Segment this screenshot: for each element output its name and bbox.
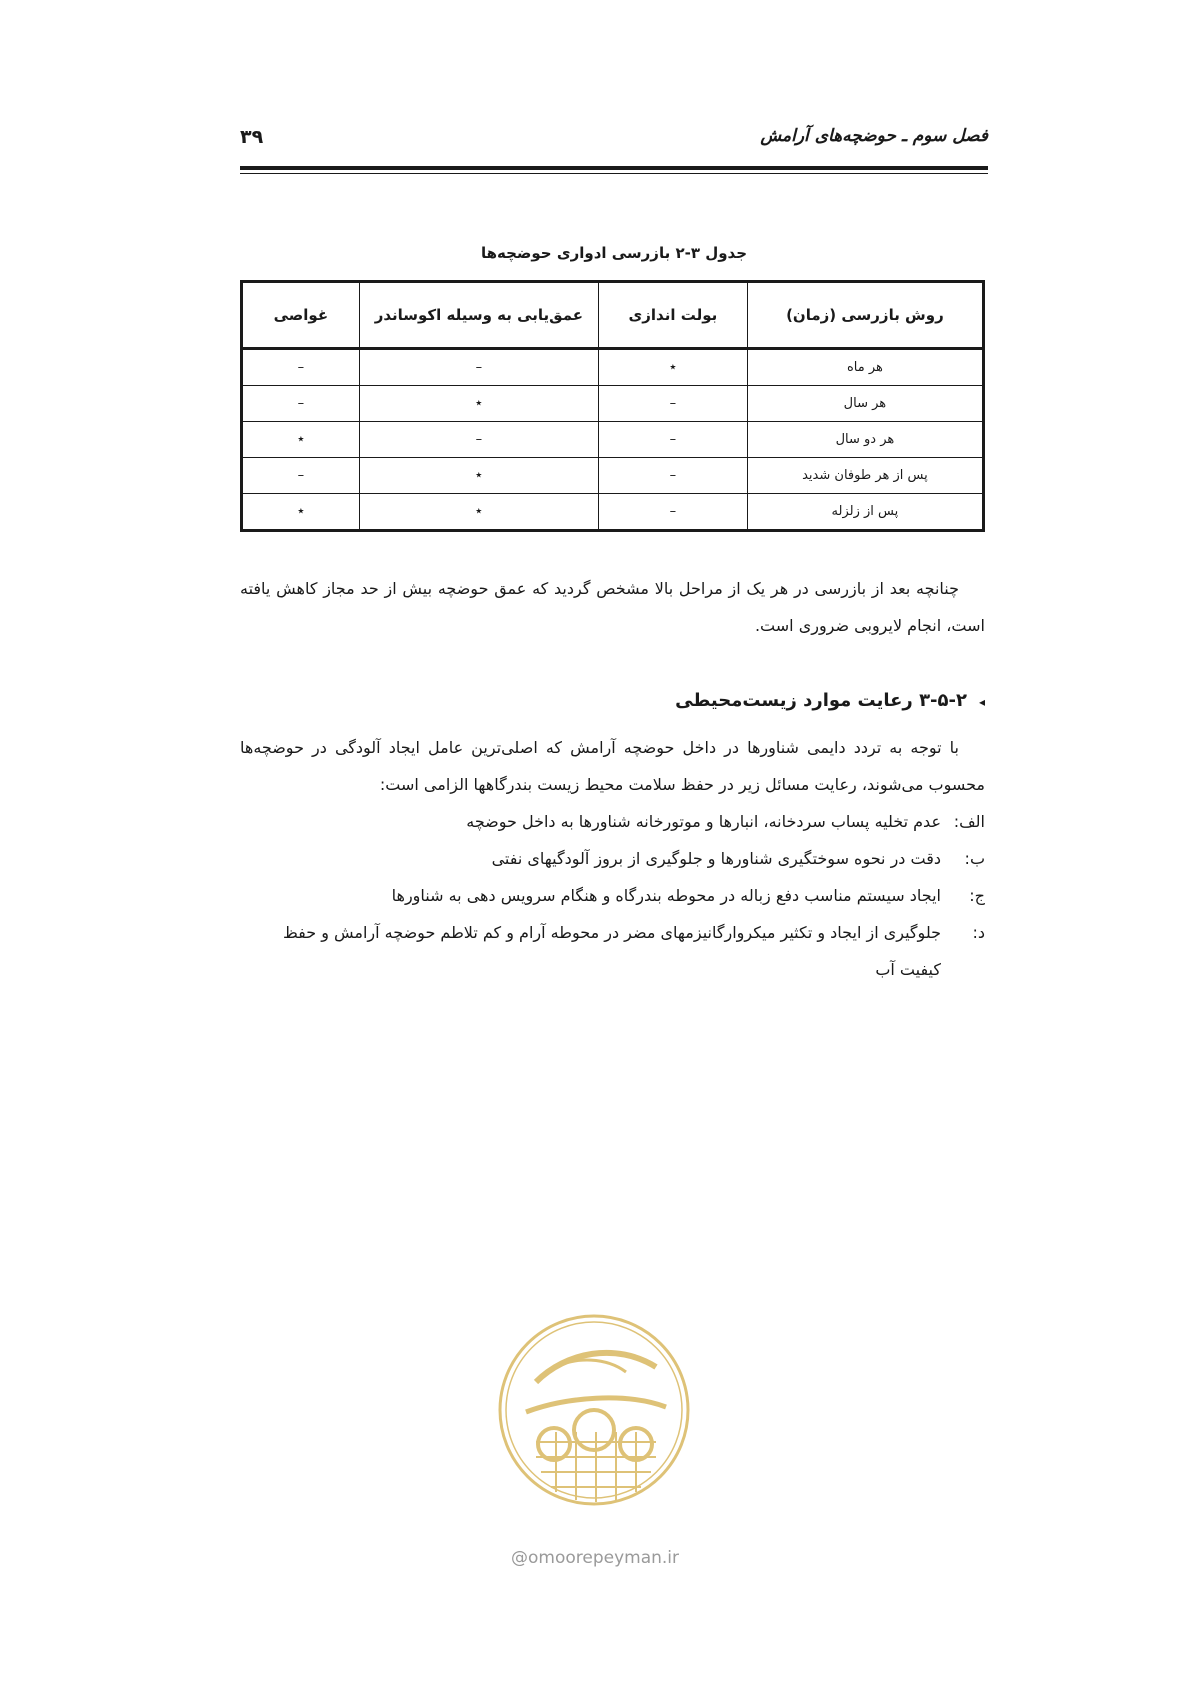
table-row bbox=[242, 458, 984, 494]
cell-value: ٭ bbox=[359, 386, 598, 422]
cell-time: پس از هر طوفان شدید bbox=[747, 458, 983, 494]
cell-value: ٭ bbox=[359, 458, 598, 494]
table-row bbox=[242, 386, 984, 422]
header-inspection-method: روش بازرسی (زمان) bbox=[747, 282, 983, 349]
cell-time: هر دو سال bbox=[747, 422, 983, 458]
section-heading bbox=[240, 686, 985, 717]
cell-time: پس از زلزله bbox=[747, 494, 983, 531]
watermark-logo-icon bbox=[496, 1312, 692, 1508]
list-text: دقت در نحوه سوختگیری شناورها و جلوگیری از بروز آلودگیهای نفتی bbox=[491, 849, 941, 868]
section-bullet-icon: ◂ bbox=[978, 695, 985, 709]
cell-value: – bbox=[359, 422, 598, 458]
table-caption: جدول ۳-۲ بازرسی ادواری حوضچه‌ها bbox=[480, 244, 748, 262]
list-marker: ج: bbox=[969, 886, 985, 905]
list-marker: الف: bbox=[953, 812, 985, 831]
header-rule-thin bbox=[240, 173, 988, 174]
inspection-table bbox=[240, 280, 985, 532]
list-text: ایجاد سیستم مناسب دفع زباله در محوطه بندرگاه و هنگام سرویس دهی به شناورها bbox=[391, 886, 941, 905]
environment-section bbox=[240, 686, 985, 988]
dredging-paragraph-block bbox=[240, 570, 985, 644]
list-marker: د: bbox=[972, 923, 985, 942]
cell-value: ٭ bbox=[242, 422, 360, 458]
header-rule-thick bbox=[240, 166, 988, 170]
section-heading-text: ۳-۵-۲ رعایت موارد زیست‌محیطی bbox=[675, 690, 967, 711]
cell-value: – bbox=[598, 386, 747, 422]
page-header bbox=[240, 126, 988, 156]
cell-value: – bbox=[598, 458, 747, 494]
cell-value: – bbox=[242, 349, 360, 386]
table-row bbox=[242, 422, 984, 458]
list-text: جلوگیری از ایجاد و تکثیر میکروارگانیزمهای مضر در محوطه آرام و کم تلاطم حوضچه آرامش و حفظ کیفیت آب bbox=[282, 923, 941, 979]
table-row bbox=[242, 349, 984, 386]
header-echo-sounder: عمق‌یابی به وسیله اکوساندر bbox=[359, 282, 598, 349]
watermark-url: @omoorepeyman.ir bbox=[510, 1548, 680, 1568]
page-number: ۳۹ bbox=[240, 126, 264, 148]
section-intro: با توجه به تردد دایمی شناورها در داخل حوضچه آرامش که اصلی‌ترین عامل ایجاد آلودگی در حوضچه‌ها محسوب می‌شوند، رعایت مسائل زیر در حفظ سلامت محیط زیست بندرگاهها الزامی است: bbox=[240, 738, 985, 794]
header-sounding-pole: بولت اندازی bbox=[598, 282, 747, 349]
dredging-paragraph: چنانچه بعد از بازرسی در هر یک از مراحل بالا مشخص گردید که عمق حوضچه بیش از حد مجاز کاهش یافته است، انجام لایروبی ضروری است. bbox=[240, 579, 985, 635]
list-item bbox=[240, 877, 985, 914]
cell-value: – bbox=[598, 494, 747, 531]
cell-time: هر سال bbox=[747, 386, 983, 422]
list-item bbox=[240, 803, 985, 840]
cell-value: ٭ bbox=[242, 494, 360, 531]
cell-time: هر ماه bbox=[747, 349, 983, 386]
list-item bbox=[240, 840, 985, 877]
cell-value: – bbox=[242, 458, 360, 494]
cell-value: – bbox=[242, 386, 360, 422]
header-diving: غواصی bbox=[242, 282, 360, 349]
list-item bbox=[240, 914, 985, 988]
cell-value: ٭ bbox=[598, 349, 747, 386]
list-text: عدم تخلیه پساب سردخانه، انبارها و موتورخانه شناورها به داخل حوضچه bbox=[466, 812, 941, 831]
table-row bbox=[242, 494, 984, 531]
cell-value: ٭ bbox=[359, 494, 598, 531]
list-marker: ب: bbox=[964, 849, 985, 868]
table-header-row bbox=[242, 282, 984, 349]
chapter-title: فصل سوم ـ حوضچه‌های آرامش bbox=[760, 126, 988, 146]
cell-value: – bbox=[359, 349, 598, 386]
cell-value: – bbox=[598, 422, 747, 458]
